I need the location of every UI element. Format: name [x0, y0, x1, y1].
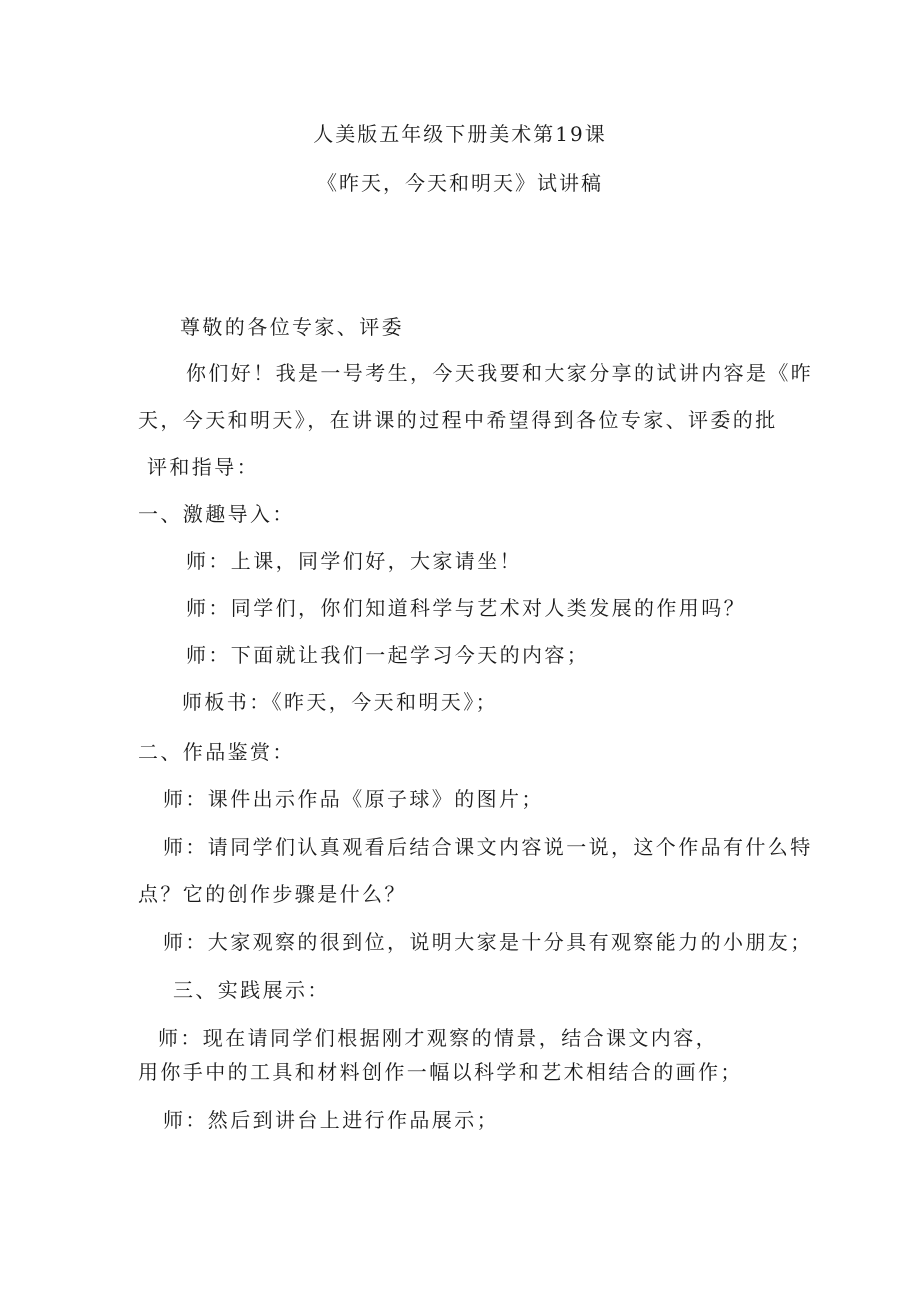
section-heading-2: 二、作品鉴赏： [138, 740, 295, 764]
teacher-line: 师：课件出示作品《原子球》的图片； [163, 787, 544, 811]
section-heading-3: 三、实践展示： [173, 978, 330, 1002]
teacher-line: 师：下面就让我们一起学习今天的内容； [186, 643, 590, 667]
section-heading-1: 一、激趣导入： [138, 502, 295, 526]
paragraph-intro-line-2: 天，今天和明天》，在讲课的过程中希望得到各位专家、评委的批 [138, 408, 778, 432]
document-title: 人美版五年级下册美术第19课 [313, 122, 607, 146]
teacher-line-continued: 点？它的创作步骤是什么？ [138, 882, 407, 906]
teacher-line: 师：现在请同学们根据刚才观察的情景，结合课文内容， [158, 1026, 718, 1050]
paragraph-greeting: 尊敬的各位专家、评委 [180, 315, 404, 339]
paragraph-intro-line-3: 评和指导： [147, 455, 259, 479]
paragraph-intro-line-1: 你们好！我是一号考生，今天我要和大家分享的试讲内容是《昨 [186, 361, 814, 385]
teacher-line-continued: 用你手中的工具和材料创作一幅以科学和艺术相结合的画作； [138, 1060, 743, 1084]
teacher-line: 师：同学们，你们知道科学与艺术对人类发展的作用吗？ [186, 596, 746, 620]
teacher-line: 师：请同学们认真观看后结合课文内容说一说，这个作品有什么特 [163, 835, 813, 859]
teacher-line: 师：上课，同学们好，大家请坐！ [186, 549, 522, 573]
teacher-line: 师：大家观察的很到位，说明大家是十分具有观察能力的小朋友； [163, 930, 813, 954]
document-subtitle: 《昨天，今天和明天》试讲稿 [317, 171, 603, 195]
teacher-line: 师：然后到讲台上进行作品展示； [163, 1108, 499, 1132]
teacher-line: 师板书：《昨天，今天和明天》； [182, 690, 498, 714]
